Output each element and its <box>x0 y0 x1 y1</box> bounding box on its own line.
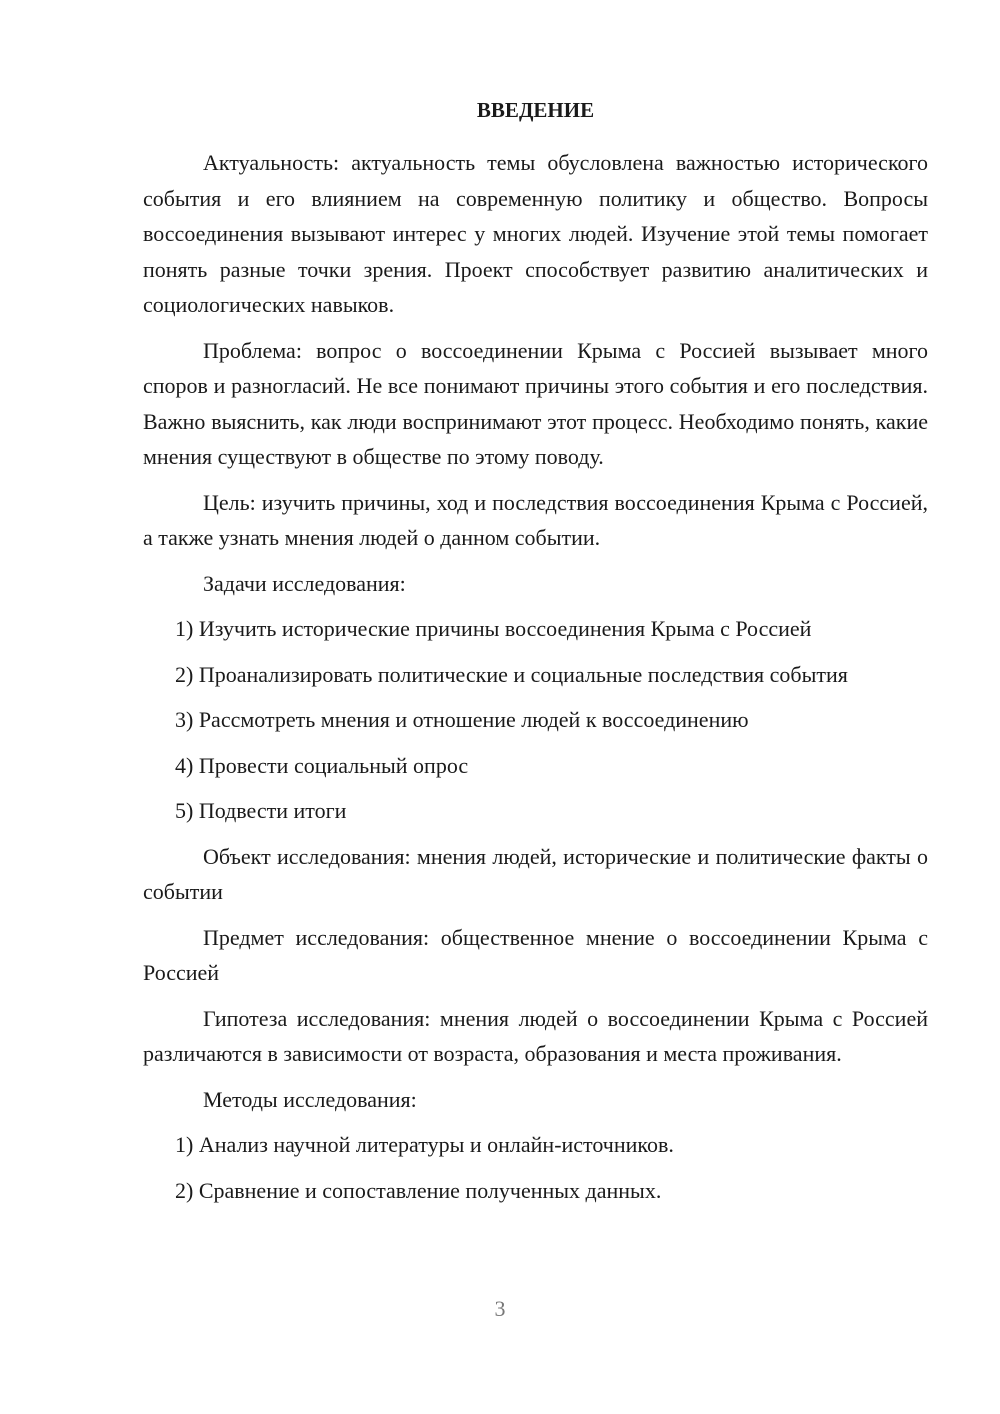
task-item-5: 5) Подвести итоги <box>175 798 347 823</box>
task-item-1: 1) Изучить исторические причины воссоединения Крыма с Россией <box>175 616 812 641</box>
task-item-2: 2) Проанализировать политические и социальные последствия события <box>175 661 848 687</box>
tasks-heading: Задачи исследования: <box>203 570 406 596</box>
relevance-paragraph: Актуальность: актуальность темы обусловлена важностью исторического события и его влиянием на современную политику и общество. Вопросы воссоединения вызывают интерес у многих людей. Изучение этой темы помогает понять разные точки зрения. Проект способствует развитию аналитических и социологических навыков. <box>143 150 928 317</box>
page-title: ВВЕДЕНИЕ <box>476 98 595 122</box>
document-page <box>143 92 928 1218</box>
task-item-3: 3) Рассмотреть мнения и отношение людей к воссоединению <box>175 707 749 732</box>
object-paragraph: Объект исследования: мнения людей, исторические и политические факты о событии <box>143 843 928 904</box>
subject-paragraph: Предмет исследования: общественное мнение о воссоединении Крыма с Россией <box>143 924 928 985</box>
task-item-4: 4) Провести социальный опрос <box>175 752 469 778</box>
page-number: 3 <box>494 1296 506 1321</box>
problem-paragraph: Проблема: вопрос о воссоединении Крыма с Россией вызывает много споров и разногласий. Не все понимают причины этого события и его последствия. Важно выяснить, как люди воспринимают этот процесс. Необходимо понять, какие мнения существуют в обществе по этому поводу. <box>143 337 928 469</box>
methods-heading: Методы исследования: <box>203 1086 417 1112</box>
goal-paragraph: Цель: изучить причины, ход и последствия воссоединения Крыма с Россией, а также узнать мнения людей о данном событии. <box>143 489 928 550</box>
method-item-1: 1) Анализ научной литературы и онлайн-источников. <box>175 1132 674 1157</box>
method-item-2: 2) Сравнение и сопоставление полученных данных. <box>175 1177 662 1203</box>
hypothesis-paragraph: Гипотеза исследования: мнения людей о воссоединении Крыма с Россией различаются в зависимости от возраста, образования и места проживания. <box>143 1005 928 1066</box>
